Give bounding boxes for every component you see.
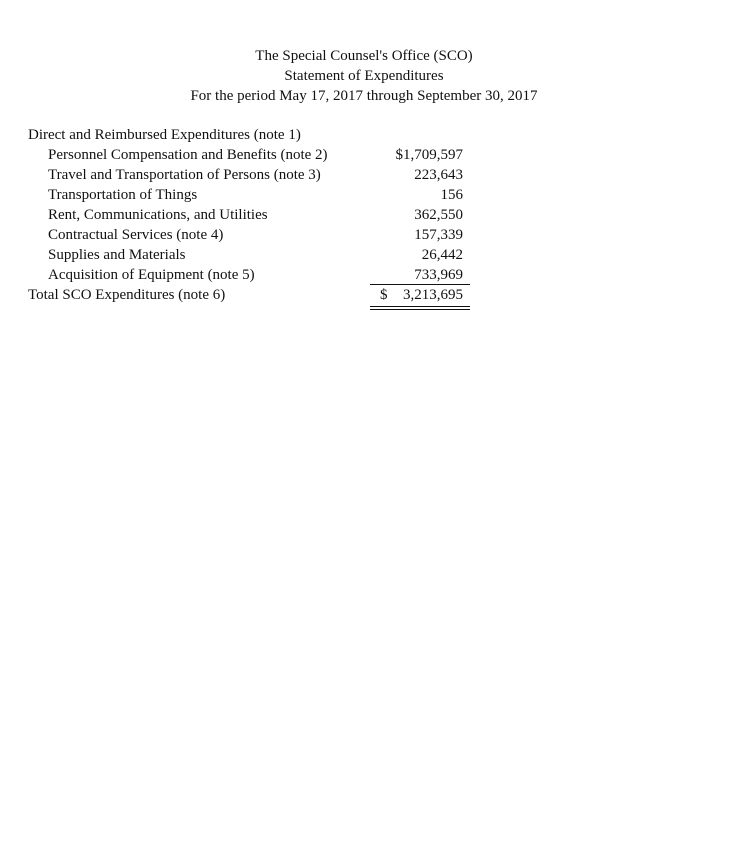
expense-amount: $1,709,597 (395, 147, 463, 163)
expense-row (28, 225, 478, 245)
double-underline-bottom (370, 309, 470, 310)
expense-row (28, 145, 478, 165)
expense-amount: 26,442 (421, 247, 463, 263)
expense-amount: 157,339 (414, 227, 463, 243)
expense-row (28, 245, 478, 265)
section-heading-row (28, 125, 478, 145)
total-row (28, 285, 478, 305)
section-heading: Direct and Reimbursed Expenditures (note 1) (28, 127, 301, 143)
total-label: Total SCO Expenditures (note 6) (28, 287, 226, 303)
subtotal-rule (370, 284, 470, 285)
expense-label: Travel and Transportation of Persons (note 3) (48, 167, 321, 183)
expense-row (28, 185, 478, 205)
expense-label: Acquisition of Equipment (note 5) (48, 267, 255, 283)
expense-label: Supplies and Materials (48, 247, 186, 263)
expenditures-table (28, 125, 478, 305)
expense-amount: 223,643 (414, 167, 463, 183)
expense-label: Transportation of Things (48, 187, 198, 203)
expense-row (28, 265, 478, 285)
statement-header (0, 46, 728, 106)
expense-row (28, 165, 478, 185)
period-line: For the period May 17, 2017 through September 30, 2017 (190, 88, 538, 104)
total-amount-box (370, 285, 470, 305)
expense-label: Rent, Communications, and Utilities (48, 207, 268, 223)
expense-row (28, 205, 478, 225)
total-amount: 3,213,695 (403, 287, 463, 303)
office-title: The Special Counsel's Office (SCO) (255, 48, 473, 64)
expense-label: Personnel Compensation and Benefits (note 2) (48, 147, 328, 163)
total-currency-symbol: $ (380, 287, 388, 303)
expense-label: Contractual Services (note 4) (48, 227, 224, 243)
expense-amount: 733,969 (414, 267, 463, 283)
expense-amount: 156 (440, 187, 463, 203)
double-underline-top (370, 306, 470, 307)
expense-amount: 362,550 (414, 207, 463, 223)
statement-title: Statement of Expenditures (284, 68, 444, 84)
